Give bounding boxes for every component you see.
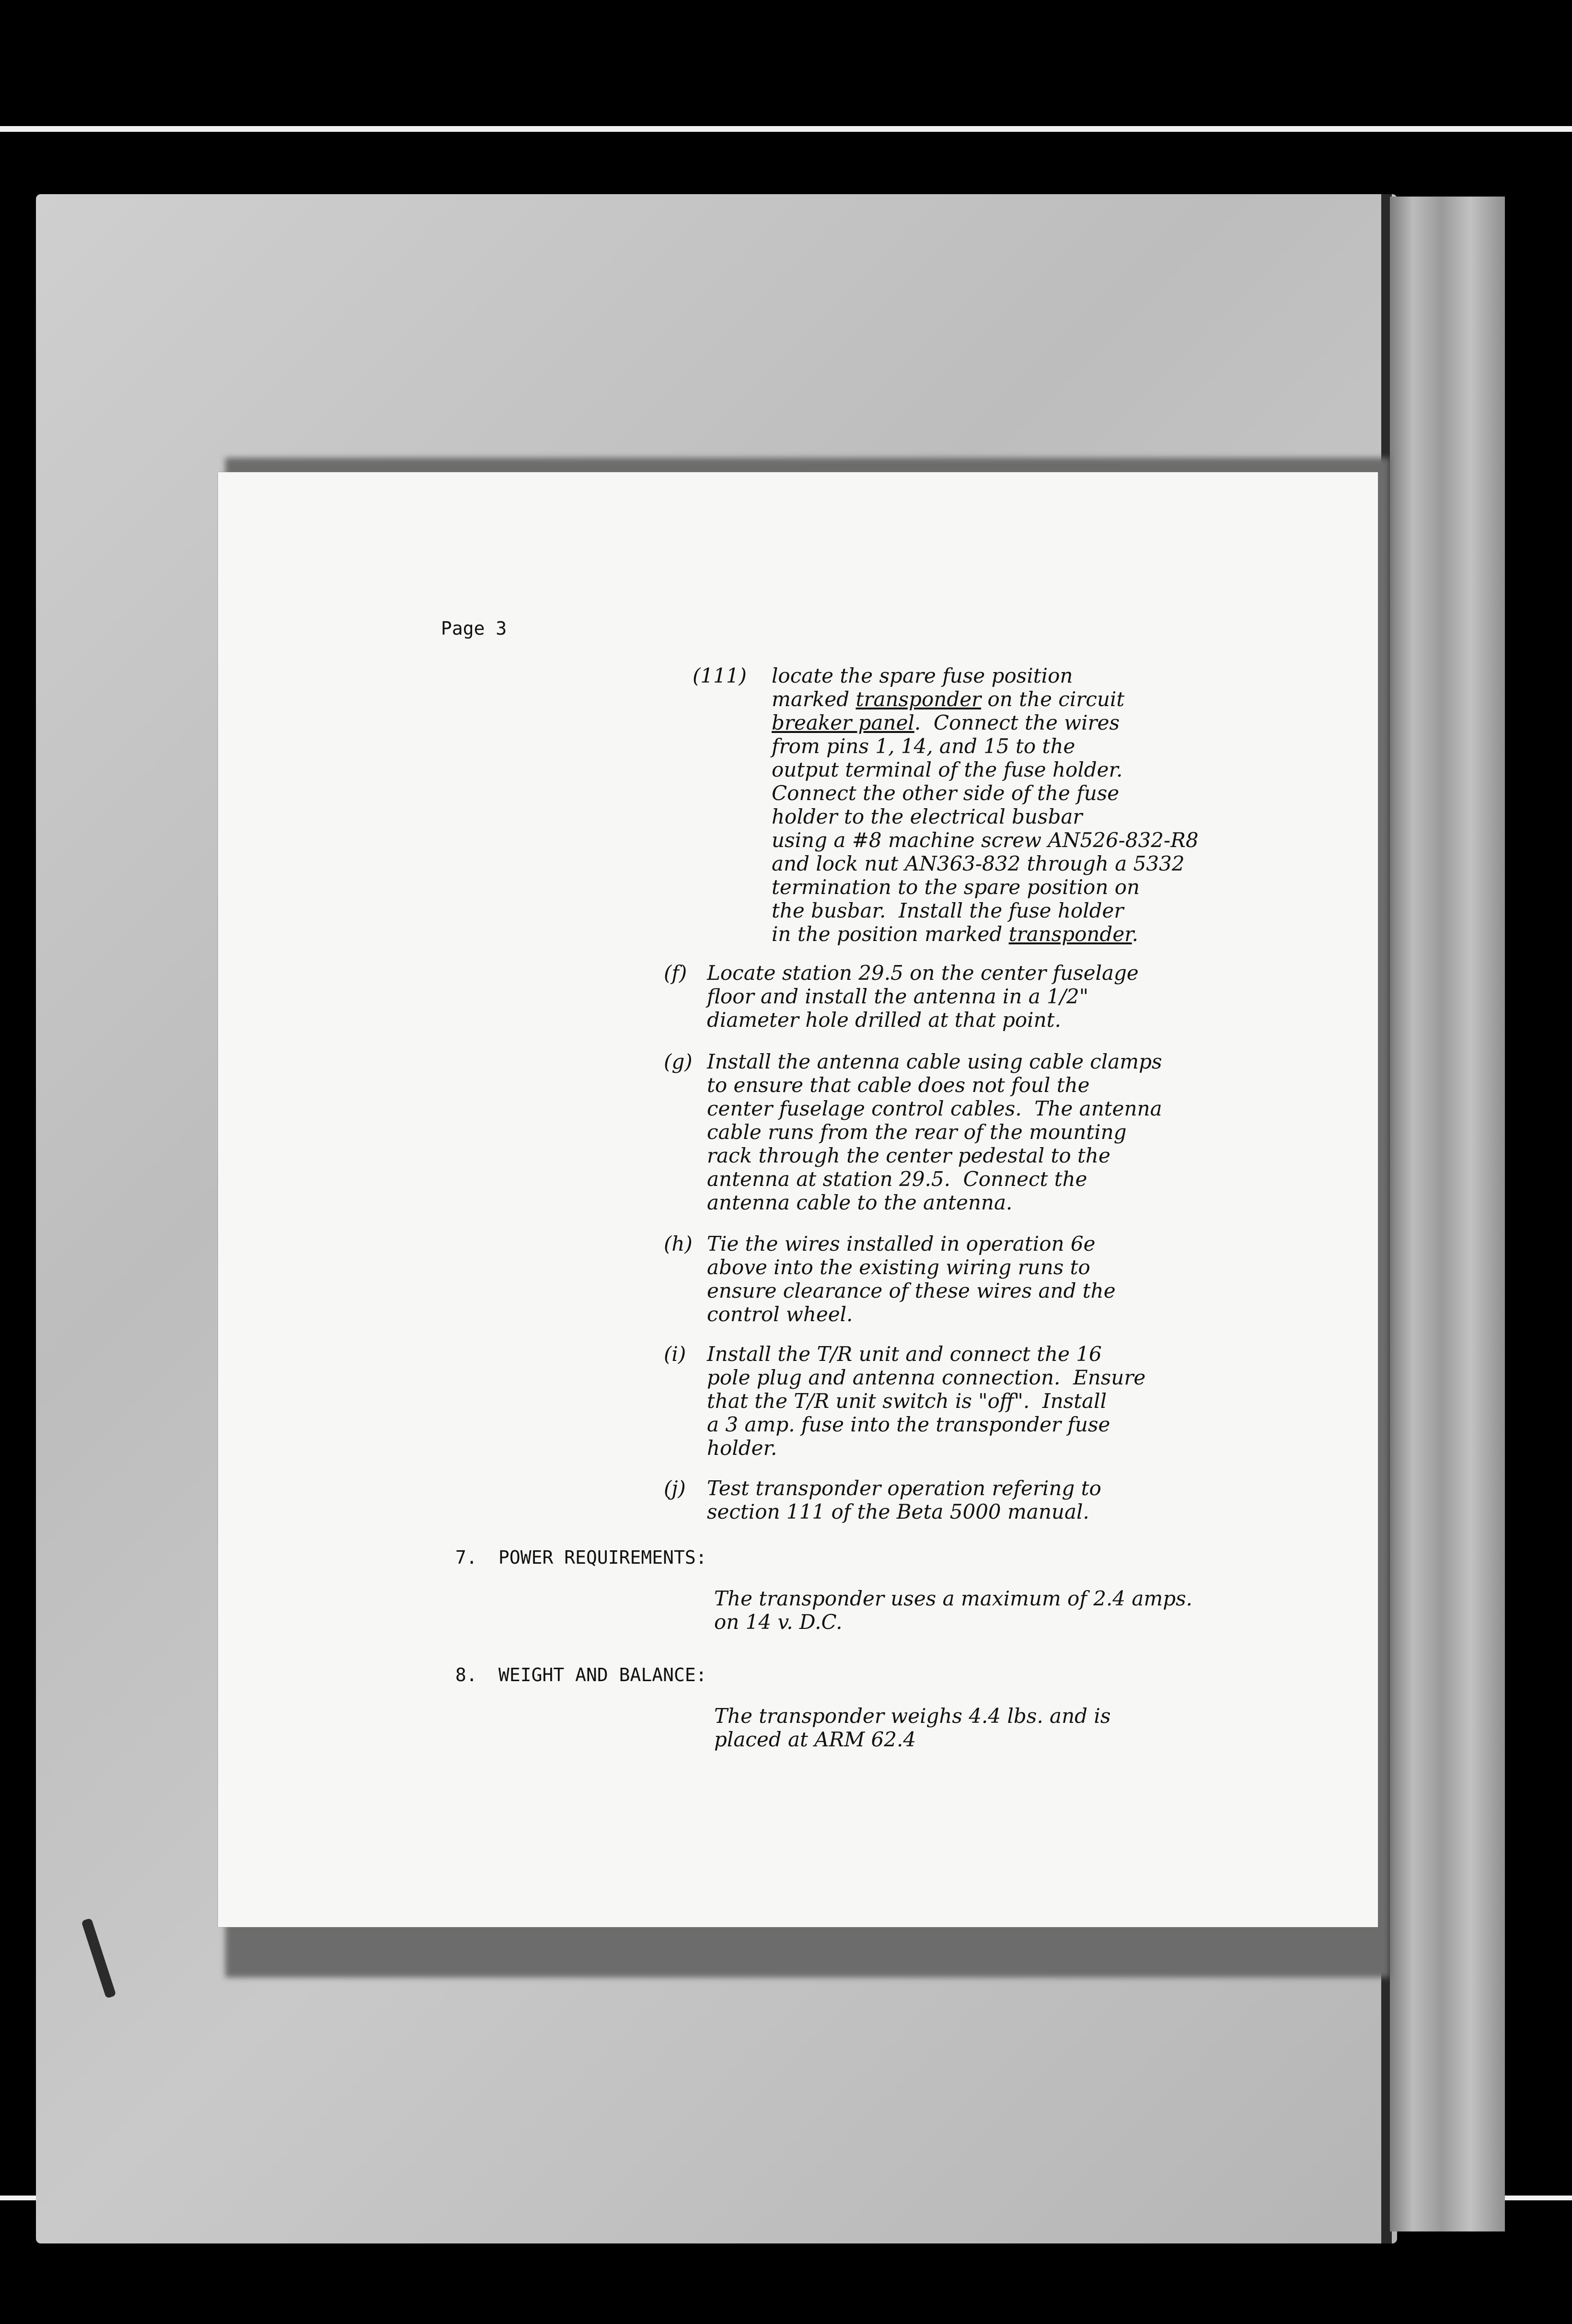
section-number: 8. (455, 1664, 477, 1685)
step-text-line: holder. (707, 1436, 777, 1460)
step-text-line: above into the existing wiring runs to (707, 1255, 1090, 1279)
section-number: 7. (455, 1547, 477, 1568)
step-text-line: Install the antenna cable using cable clamps (707, 1050, 1162, 1073)
step-text-line: marked transponder on the circuit (772, 687, 1125, 711)
step-text-line: rack through the center pedestal to the (707, 1144, 1110, 1167)
underlined-term: transponder (855, 687, 982, 711)
step-text-line: diameter hole drilled at that point. (707, 1008, 1061, 1032)
step-text-line: Tie the wires installed in operation 6e (707, 1232, 1096, 1255)
underlined-term: breaker panel (772, 711, 914, 734)
step-text-line: cable runs from the rear of the mounting (707, 1120, 1127, 1144)
document-page (218, 472, 1378, 1927)
step-marker: (j) (664, 1476, 686, 1500)
step-text-line: pole plug and antenna connection. Ensure (707, 1366, 1146, 1389)
step-text-line: Locate station 29.5 on the center fuselage (707, 961, 1139, 985)
step-marker: (111) (693, 664, 747, 687)
step-text-line: the busbar. Install the fuse holder (772, 899, 1124, 922)
step-text-line: antenna at station 29.5. Connect the (707, 1167, 1087, 1191)
step-marker: (h) (664, 1232, 693, 1255)
section-body-line: on 14 v. D.C. (714, 1610, 843, 1634)
step-text-line: to ensure that cable does not foul the (707, 1073, 1090, 1097)
section-body-line: placed at ARM 62.4 (714, 1728, 916, 1751)
page-number-label: Page 3 (441, 618, 507, 639)
step-text-line: Test transponder operation refering to (707, 1476, 1101, 1500)
step-text-line: in the position marked transponder. (772, 922, 1138, 946)
step-text-line: locate the spare fuse position (772, 664, 1073, 687)
step-marker: (g) (664, 1050, 693, 1073)
section-body-line: The transponder weighs 4.4 lbs. and is (714, 1704, 1111, 1728)
step-text-line: Connect the other side of the fuse (772, 781, 1120, 805)
step-text-line: section 111 of the Beta 5000 manual. (707, 1500, 1089, 1523)
section-body-line: The transponder uses a maximum of 2.4 amps. (714, 1587, 1193, 1610)
step-text-line: antenna cable to the antenna. (707, 1191, 1013, 1214)
section-heading: POWER REQUIREMENTS: (498, 1547, 707, 1568)
step-text-line: breaker panel. Connect the wires (772, 711, 1120, 734)
step-text-line: that the T/R unit switch is "off". Install (707, 1389, 1107, 1413)
step-text-line: ensure clearance of these wires and the (707, 1279, 1116, 1302)
step-text-line: and lock nut AN363-832 through a 5332 (772, 852, 1185, 875)
step-text-line: termination to the spare position on (772, 875, 1140, 899)
film-edge-line-top (0, 126, 1572, 132)
step-text-line: center fuselage control cables. The antenna (707, 1097, 1162, 1120)
board-side-edge (1390, 197, 1505, 2231)
step-text-line: Install the T/R unit and connect the 16 (707, 1342, 1102, 1366)
step-marker: (i) (664, 1342, 686, 1366)
step-marker: (f) (664, 961, 687, 985)
step-text-line: floor and install the antenna in a 1/2" (707, 985, 1089, 1008)
step-text-line: using a #8 machine screw AN526-832-R8 (772, 828, 1199, 852)
section-heading: WEIGHT AND BALANCE: (498, 1664, 707, 1685)
step-text-line: from pins 1, 14, and 15 to the (772, 734, 1075, 758)
step-text-line: a 3 amp. fuse into the transponder fuse (707, 1413, 1110, 1436)
step-text-line: output terminal of the fuse holder. (772, 758, 1123, 781)
step-text-line: control wheel. (707, 1302, 853, 1326)
step-text-line: holder to the electrical busbar (772, 805, 1083, 828)
underlined-term: transponder (1008, 922, 1132, 946)
